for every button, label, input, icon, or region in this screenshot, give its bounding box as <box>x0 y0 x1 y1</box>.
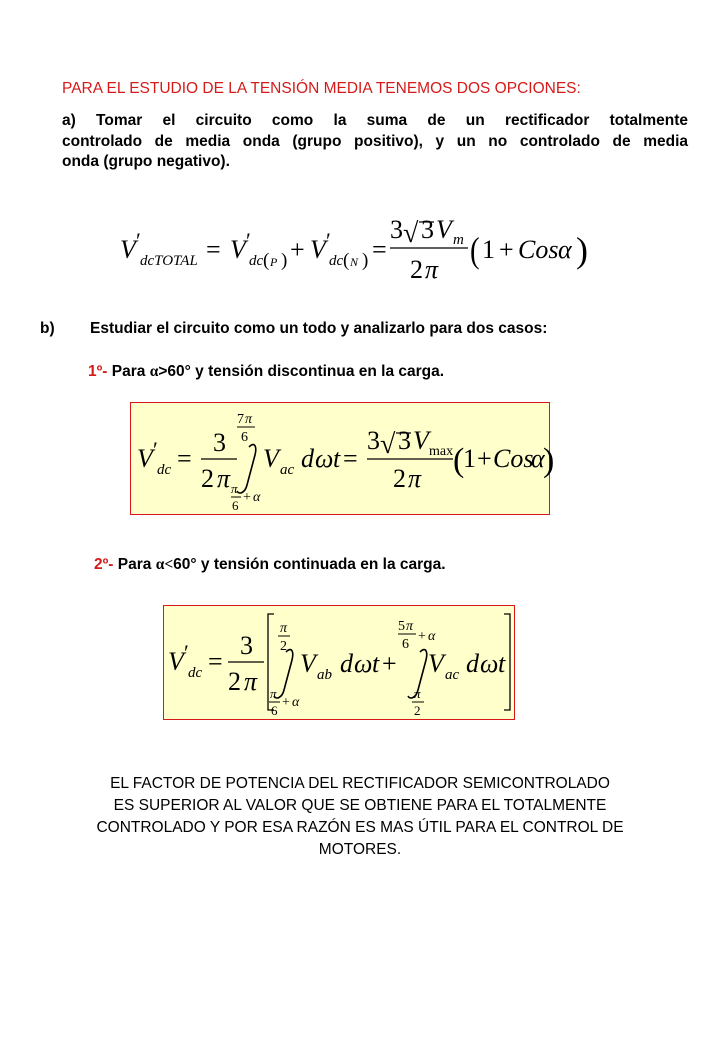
option-a-line-1: a) Tomar el circuito como la suma de un rectificador totalmente <box>62 112 688 129</box>
svg-text:√: √ <box>403 218 419 249</box>
alpha-less-than-symbol: α< <box>155 556 174 573</box>
formula-vdc-total <box>118 212 588 288</box>
conclusion-line-2: ES SUPERIOR AL VALOR QUE SE OBTIENE PARA EL TOTALMENTE <box>113 797 607 814</box>
svg-text:+: + <box>477 444 492 473</box>
svg-text:V: V <box>120 235 136 264</box>
svg-text:π: π <box>244 667 258 696</box>
svg-text:2: 2 <box>414 703 421 718</box>
svg-text:+: + <box>290 235 305 264</box>
case-1-prefix: 1º- <box>88 363 108 380</box>
svg-text:π: π <box>217 464 231 493</box>
svg-text:(: ( <box>263 250 270 271</box>
svg-text:(: ( <box>343 250 350 271</box>
svg-text:+: + <box>382 649 397 678</box>
svg-text:t: t <box>333 444 341 473</box>
conclusion-paragraph <box>20 773 700 861</box>
svg-text:π: π <box>245 412 253 427</box>
svg-text:3: 3 <box>398 426 411 455</box>
case-1-text-before: Para <box>107 363 150 380</box>
svg-text:ac: ac <box>445 667 460 683</box>
svg-text:=: = <box>208 647 223 676</box>
conclusion-line-1: EL FACTOR DE POTENCIA DEL RECTIFICADOR SEMICONTROLADO <box>110 775 610 792</box>
svg-text:′: ′ <box>326 228 331 253</box>
svg-text:π: π <box>231 481 238 496</box>
svg-text:dc: dc <box>329 253 344 269</box>
svg-text:2: 2 <box>280 639 287 654</box>
svg-text:2: 2 <box>228 667 241 696</box>
svg-text:α: α <box>531 444 545 473</box>
conclusion-line-4: MOTORES. <box>318 841 402 858</box>
svg-text:ω: ω <box>315 444 334 473</box>
svg-text:V: V <box>428 649 444 678</box>
formula-box-case-1 <box>130 402 555 515</box>
svg-text:π: π <box>425 255 439 284</box>
svg-text:dcTOTAL: dcTOTAL <box>140 253 198 269</box>
svg-text:′: ′ <box>184 640 189 665</box>
svg-text:=: = <box>177 444 192 473</box>
svg-text:): ) <box>576 230 588 270</box>
formula-vdc-case-2 <box>164 606 514 719</box>
svg-text:2: 2 <box>393 464 406 493</box>
svg-text:π: π <box>270 686 277 701</box>
svg-text:V: V <box>436 215 452 244</box>
svg-text:3: 3 <box>240 631 253 660</box>
formula-box-case-2 <box>163 605 515 720</box>
svg-text:=: = <box>372 235 387 264</box>
svg-text:V: V <box>310 235 326 264</box>
svg-text:6: 6 <box>402 637 409 652</box>
svg-text:6: 6 <box>232 498 239 513</box>
option-b-text: Estudiar el circuito como un todo y analizarlo para dos casos: <box>90 320 548 337</box>
svg-text:(: ( <box>470 231 480 271</box>
svg-text:): ) <box>543 442 555 479</box>
svg-text:2: 2 <box>410 255 423 284</box>
option-b-label: b) <box>40 320 55 337</box>
svg-text:V: V <box>168 647 184 676</box>
svg-text:′: ′ <box>136 228 141 253</box>
case-1-text-after: >60° y tensión discontinua en la carga. <box>158 363 445 380</box>
svg-text:√: √ <box>380 429 396 460</box>
svg-text:6: 6 <box>271 703 278 718</box>
svg-text:d: d <box>340 649 353 678</box>
svg-text:V: V <box>300 649 316 678</box>
svg-text:π: π <box>408 464 422 493</box>
svg-text:1: 1 <box>482 235 495 264</box>
svg-text:π: π <box>406 619 414 634</box>
svg-text:(: ( <box>453 442 465 479</box>
svg-text:3: 3 <box>390 215 403 244</box>
svg-text:+: + <box>499 235 514 264</box>
option-a-line-3: onda (grupo negativo). <box>62 153 230 170</box>
svg-text:2: 2 <box>201 464 214 493</box>
svg-text:1: 1 <box>463 444 476 473</box>
svg-text:V: V <box>413 426 429 455</box>
svg-text:ac: ac <box>280 462 295 478</box>
svg-text:V: V <box>137 444 153 473</box>
svg-text:d: d <box>466 649 479 678</box>
svg-text:α: α <box>292 695 300 710</box>
svg-text:′: ′ <box>246 228 251 253</box>
svg-text:Cos: Cos <box>493 444 534 473</box>
svg-text:max: max <box>429 444 454 459</box>
svg-text:dc: dc <box>157 462 172 478</box>
option-a-paragraph <box>62 111 688 173</box>
svg-text:3: 3 <box>213 428 226 457</box>
svg-text:6: 6 <box>241 430 248 445</box>
case-2-text-before: Para <box>113 556 156 573</box>
svg-text:α: α <box>428 629 436 644</box>
svg-text:5: 5 <box>398 619 405 634</box>
svg-text:π: π <box>280 621 288 636</box>
case-2-text-after: 60° y tensión continuada en la carga. <box>173 556 446 573</box>
svg-text:P: P <box>270 255 278 269</box>
svg-text:3: 3 <box>421 215 434 244</box>
svg-text:ω: ω <box>354 649 373 678</box>
svg-text:=: = <box>343 444 358 473</box>
svg-text:ω: ω <box>480 649 499 678</box>
option-a-line-2: controlado de media onda (grupo positivo), y un no controlado de media <box>62 132 688 150</box>
svg-text:t: t <box>498 649 506 678</box>
svg-text:): ) <box>362 250 369 271</box>
svg-text:N: N <box>350 255 359 269</box>
svg-text:+: + <box>418 629 426 644</box>
svg-text:7: 7 <box>237 412 244 427</box>
svg-text:Cos: Cos <box>518 235 559 264</box>
svg-text:t: t <box>372 649 380 678</box>
formula-vdc-case-1 <box>131 403 555 514</box>
case-2-text <box>94 556 446 574</box>
svg-text:dc: dc <box>249 253 264 269</box>
svg-text:α: α <box>558 235 572 264</box>
svg-text:dc: dc <box>188 665 203 681</box>
svg-text:′: ′ <box>153 437 158 462</box>
svg-text:+: + <box>243 490 251 505</box>
section-heading: PARA EL ESTUDIO DE LA TENSIÓN MEDIA TENEMOS DOS OPCIONES: <box>62 80 581 97</box>
svg-text:=: = <box>206 235 221 264</box>
svg-text:+: + <box>282 695 290 710</box>
svg-text:V: V <box>230 235 246 264</box>
svg-text:π: π <box>414 686 421 701</box>
case-2-prefix: 2º- <box>94 556 114 573</box>
svg-text:α: α <box>253 490 261 505</box>
svg-text:ab: ab <box>317 667 332 683</box>
case-1-text <box>88 363 444 381</box>
conclusion-line-3: CONTROLADO Y POR ESA RAZÓN ES MAS ÚTIL PARA EL CONTROL DE <box>96 819 624 836</box>
svg-text:): ) <box>281 250 288 271</box>
svg-text:d: d <box>301 444 314 473</box>
svg-text:m: m <box>453 232 464 248</box>
alpha-symbol: α <box>149 363 159 380</box>
svg-text:3: 3 <box>367 426 380 455</box>
svg-text:V: V <box>263 444 279 473</box>
